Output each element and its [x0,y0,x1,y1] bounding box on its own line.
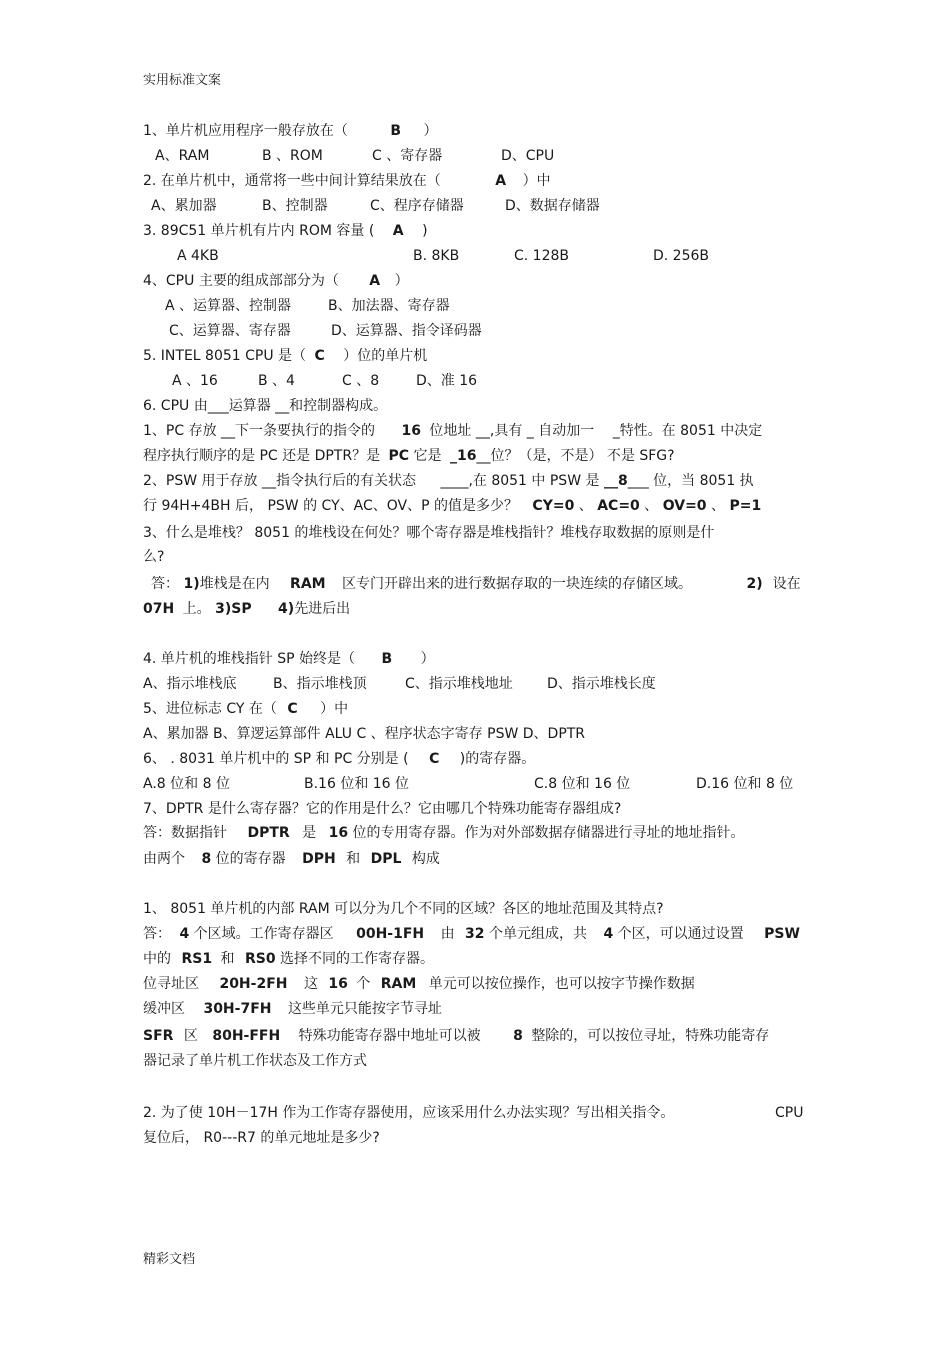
question-1: 1、单片机应用程序一般存放在（ B ） [143,123,438,139]
fill-2-line-2: 行 94H+4BH 后， PSW 的 CY、AC、OV、P 的值是多少？ CY=0 、 AC=0 、 OV=0 、 P=1 [143,498,762,514]
fill-1-line-2: 程序执行顺序的是 PC 还是 DPTR？是 PC 它是 _16__位？（是，不是） 不是 SFG? [143,448,675,464]
answer-3: A [392,223,404,239]
answer-4: A [369,273,381,289]
register-question-1: 2. 为了使 10H－17H 作为工作寄存器使用，应该采用什么办法实现？写出相关指令。 CPU [143,1105,804,1121]
answer-s6: C [429,751,440,767]
ram-answer-3: 位寻址区 20H-2FH 这 16 个 RAM 单元可以按位操作，也可以按字节操作数据 [143,976,695,992]
page-header: 实用标准文案 [143,73,222,88]
answer-s5: C [287,701,298,717]
question-3-options: A 4KB B. 8KB C. 128B D. 256B [177,248,710,264]
page-footer: 精彩文档 [143,1252,196,1267]
question-2: 2. 在单片机中，通常将一些中间计算结果放在（ A ）中 [143,173,551,189]
question-6: 6. CPU 由___运算器 __和控制器构成。 [143,398,388,414]
answer-1: B [390,123,402,139]
question-4: 4、CPU 主要的组成部部分为（ A ） [143,273,409,289]
register-question-2: 复位后， R0---R7 的单元地址是多少? [143,1130,380,1146]
document-body [143,119,813,1151]
answer-s4: B [381,651,393,667]
choice-5: 5、进位标志 CY 在（ C ）中 [143,701,349,717]
fill-3-question-1: 3、什么是堆栈？ 8051 的堆栈设在何处？哪个寄存器是堆栈指针？堆栈存取数据的原则是什 [143,525,715,541]
ram-answer-4: 缓冲区 30H-7FH 这些单元只能按字节寻址 [143,1001,442,1017]
answer-2: A [495,173,507,189]
answer-5: C [314,348,325,364]
fill-3-answer-1: 答： 1)堆栈是在内 RAM 区专门开辟出来的进行数据存取的一块连续的存储区域。 2) 设在 [151,576,801,592]
question-5: 5. INTEL 8051 CPU 是（ C ）位的单片机 [143,348,428,364]
ram-answer-2: 中的 RS1 和 RS0 选择不同的工作寄存器。 [143,951,435,967]
question-7: 7、DPTR 是什么寄存器？它的作用是什么？它由哪几个特殊功能寄存器组成? [143,801,622,817]
question-5-options: A 、16 B 、4 C 、8 D、准 16 [172,373,478,389]
question-4-options-a: A 、运算器、控制器 B、加法器、寄存器 [165,298,450,314]
question-7-answer-2: 由两个 8 位的寄存器 DPH 和 DPL 构成 [143,851,440,867]
question-2-options: A、累加器 B、控制器 C、程序存储器 D、数据存储器 [151,198,600,214]
question-4-options-b: C、运算器、寄存器 D、运算器、指令译码器 [169,323,482,339]
fill-3-answer-2: 07H 上。 3)SP 4)先进后出 [143,601,351,617]
choice-4: 4. 单片机的堆栈指针 SP 始终是（ B ） [143,651,435,667]
choice-6: 6、 . 8031 单片机中的 SP 和 PC 分别是 ( C )的寄存器。 [143,751,536,767]
ram-answer-5: SFR 区 80H-FFH 特殊功能寄存器中地址可以被 8 整除的，可以按位寻址，特殊功能寄存 [143,1028,770,1044]
choice-4-options: A、指示堆栈底 B、指示堆栈顶 C、指示堆栈地址 D、指示堆栈长度 [143,676,656,692]
fill-3-question-2: 么? [143,549,165,565]
ram-answer-1: 答： 4 个区域。工作寄存器区 00H-1FH 由 32 个单元组成，共 4 个区，可以通过设置 PSW [143,926,800,942]
question-7-answer-1: 答：数据指针 DPTR 是 16 位的专用寄存器。作为对外部数据存储器进行寻址的地址指针。 [143,825,745,841]
ram-question: 1、 8051 单片机的内部 RAM 可以分为几个不同的区域？各区的地址范围及其特点? [143,901,664,917]
fill-1-line-1: 1、PC 存放 __下一条要执行的指令的 16 位地址 __,具有 _ 自动加一 _特性。在 8051 中决定 [143,423,763,439]
fill-2-line-1: 2、PSW 用于存放 __指令执行后的有关状态 ____,在 8051 中 PSW 是 __8___ 位，当 8051 执 [143,473,754,489]
ram-answer-6: 器记录了单片机工作状态及工作方式 [143,1053,367,1069]
question-3: 3. 89C51 单片机有片内 ROM 容量 ( A ) [143,223,428,239]
choice-5-options: A、累加器 B、算逻运算部件 ALU C 、程序状态字寄存 PSW D、DPTR [143,726,586,742]
choice-6-options: A.8 位和 8 位 B.16 位和 16 位 C.8 位和 16 位 D.16 位和 8 位 [143,776,794,792]
question-1-options: A、RAM B 、ROM C 、寄存器 D、CPU [155,148,555,164]
